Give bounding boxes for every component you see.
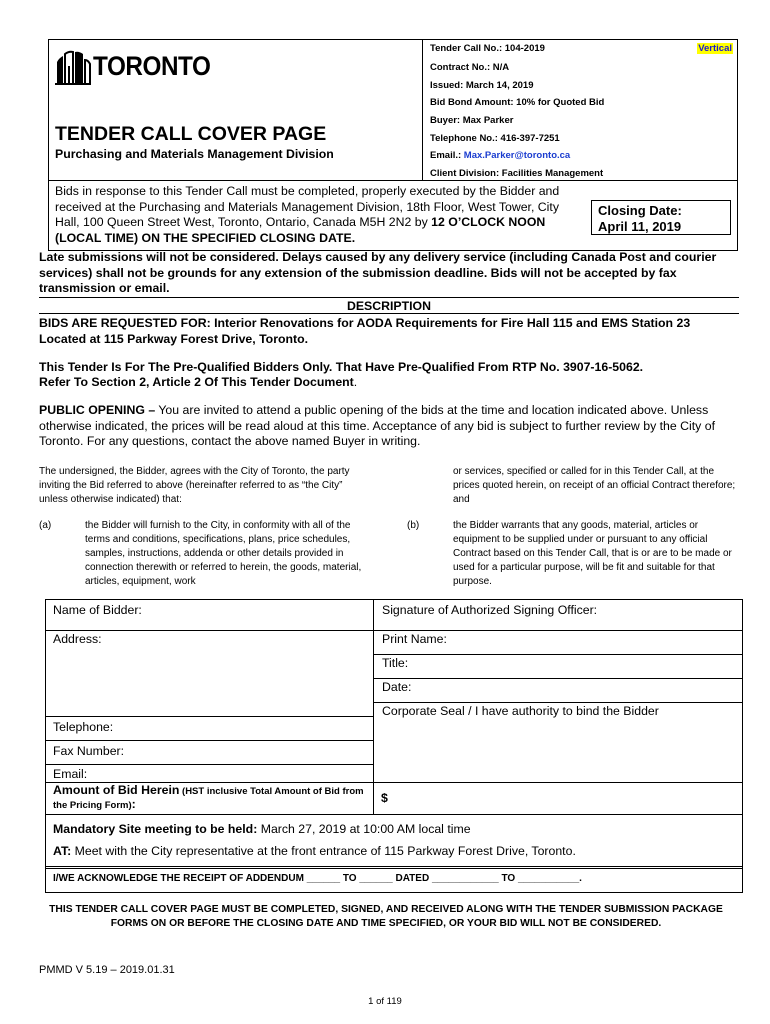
closing-date-box (591, 200, 731, 235)
form-rule (46, 716, 373, 717)
submission-text: Bids in response to this Tender Call must be completed, properly executed by the Bidder and received at the Purchasing and Materials Management Division, 18th Floor, West Tower, City Hall, 100 Queen Street West, Toronto, Ontario, Canada M5H 2N2 by (55, 184, 560, 230)
site-meeting-time: March 27, 2019 at 10:00 AM local time (257, 822, 471, 836)
city-hall-icon (55, 50, 91, 86)
date-field[interactable]: Date: (382, 680, 412, 694)
bid-bond: Bid Bond Amount: 10% for Quoted Bid (430, 97, 605, 108)
addendum-acknowledgement-field[interactable]: I/WE ACKNOWLEDGE THE RECEIPT OF ADDENDUM ______ TO ______ DATED ____________ TO ___________. (53, 873, 582, 884)
version-label: PMMD V 5.19 – 2019.01.31 (39, 964, 175, 976)
bids-requested-for: BIDS ARE REQUESTED FOR: Interior Renovations for AODA Requirements for Fire Hall 115 and EMS Station 23 Located at 115 Parkway Forest Drive, Toronto. (39, 316, 691, 346)
corporate-seal-field[interactable]: Corporate Seal / I have authority to bind the Bidder (382, 704, 659, 718)
prequal-period: . (353, 375, 358, 389)
public-opening-label: PUBLIC OPENING – (39, 403, 156, 417)
submission-deadline-text: 12 O’CLOCK NOON (LOCAL TIME) ON THE SPECIFIED CLOSING DATE. (55, 215, 546, 245)
page-number: 1 of 119 (368, 996, 402, 1007)
header-left (49, 40, 423, 180)
client-division: Client Division: Facilities Management (430, 168, 604, 179)
description-heading: DESCRIPTION (39, 297, 739, 314)
name-of-bidder-field[interactable]: Name of Bidder: (53, 603, 142, 617)
clause-a-label: (a) (39, 520, 52, 531)
public-opening (39, 403, 739, 450)
page-subtitle: Purchasing and Materials Management Division (55, 147, 334, 161)
prequal-line-1: This Tender Is For The Pre-Qualified Bidders Only. That Have Pre-Qualified From RTP No. 3907-16-5062. (39, 360, 644, 374)
amount-of-bid-label (53, 784, 373, 812)
buyer: Buyer: Max Parker (430, 115, 514, 126)
telephone-field[interactable]: Telephone: (53, 720, 114, 734)
form-rule (373, 702, 742, 703)
site-meeting-label: Mandatory Site meeting to be held: (53, 822, 258, 836)
buyer-email-link[interactable]: Max.Parker@toronto.ca (463, 150, 571, 161)
issued-date: Issued: March 14, 2019 (430, 80, 534, 91)
logo-text: TORONTO (93, 51, 211, 81)
telephone-no: Telephone No.: 416-397-7251 (430, 133, 560, 144)
address-field[interactable]: Address: (53, 632, 102, 646)
form-rule (373, 654, 742, 655)
site-meeting-at-label: AT: (53, 844, 72, 858)
tender-call-no: Tender Call No.: 104-2019 (430, 43, 545, 54)
email-field[interactable]: Email: (53, 767, 88, 781)
form-rule (46, 740, 373, 741)
prequal-line-2: Refer To Section 2, Article 2 Of This Tender Document (39, 375, 354, 389)
addendum-row (45, 867, 743, 893)
public-opening-text: You are invited to attend a public opening of the bids at the time and location indicated above. Unless otherwise indicated, the prices will be read aloud at this time. Acceptance of any bid is subject to further review by the City of Toronto. For any questions, contact the above named Buyer in writing. (39, 403, 715, 449)
submission-instructions (55, 184, 585, 246)
form-rule (373, 678, 742, 679)
footer-warning: THIS TENDER CALL COVER PAGE MUST BE COMPLETED, SIGNED, AND RECEIVED ALONG WITH THE TENDER SUBMISSION PACKAGE FORMS ON OR BEFORE THE CLOSING DATE AND TIME SPECIFIED, OR YOUR BID WILL NOT BE CONSIDERED. (49, 904, 723, 929)
submission-instructions-box (48, 181, 738, 251)
agreement-intro: The undersigned, the Bidder, agrees with the City of Toronto, the party inviting the Bid referred to above (hereinafter referred to as “the City” unless otherwise indicated) that: (39, 466, 350, 505)
header-meta (423, 40, 737, 180)
clause-b-label: (b) (407, 520, 420, 531)
closing-date-label: Closing Date: (598, 203, 682, 218)
form-rule (46, 764, 373, 765)
print-name-field[interactable]: Print Name: (382, 632, 447, 646)
clause-a-text: the Bidder will furnish to the City, in conformity with all of the terms and conditions, specifications, plans, price schedules, samples, instructions, addenda or other details provided in connection therewith or referred to herein, the goods, material, articles, equipment, work (85, 520, 362, 587)
header-box (48, 39, 738, 181)
email-row (430, 150, 570, 161)
amount-of-bid-title: Amount of Bid Herein (53, 783, 180, 797)
agreement-continued: or services, specified or called for in this Tender Call, at the prices quoted herein, on receipt of an official Contract therefore; and (453, 466, 736, 505)
signature-field[interactable]: Signature of Authorized Signing Officer: (382, 603, 598, 617)
contract-no: Contract No.: N/A (430, 62, 510, 73)
toronto-logo (55, 47, 211, 85)
site-meeting-at-text: Meet with the City representative at the front entrance of 115 Parkway Forest Drive, Toronto. (71, 844, 576, 858)
prequal-line-2-row (39, 375, 739, 391)
site-meeting-location (53, 844, 576, 858)
fax-field[interactable]: Fax Number: (53, 744, 125, 758)
bidder-form (45, 599, 743, 867)
late-submission-notice: Late submissions will not be considered. Delays caused by any delivery service (including Canada Post and courier services) shall not be grounds for any extension of the submission deadline. Bids will not be accepted by fax transmission or email. (39, 250, 717, 296)
amount-of-bid-note: (HST inclusive Total Amount of Bid from the Pricing Form) (53, 786, 364, 811)
form-rule (46, 814, 742, 815)
vertical-tag: Vertical (698, 43, 732, 54)
form-rule (46, 630, 742, 631)
amount-of-bid-field[interactable]: $ (381, 791, 388, 805)
email-label: Email.: (430, 150, 464, 161)
clause-b-text: the Bidder warrants that any goods, material, articles or equipment to be supplied under or pursuant to any official Contract based on this Tender Call, that is or are to be made or used for a particular purpose, will be fit and suitable for that purpose. (453, 520, 732, 587)
page-title: TENDER CALL COVER PAGE (55, 123, 327, 145)
site-meeting (53, 822, 471, 836)
closing-date-value: April 11, 2019 (598, 218, 682, 234)
title-field[interactable]: Title: (382, 656, 409, 670)
amount-of-bid-colon: : (131, 797, 136, 811)
